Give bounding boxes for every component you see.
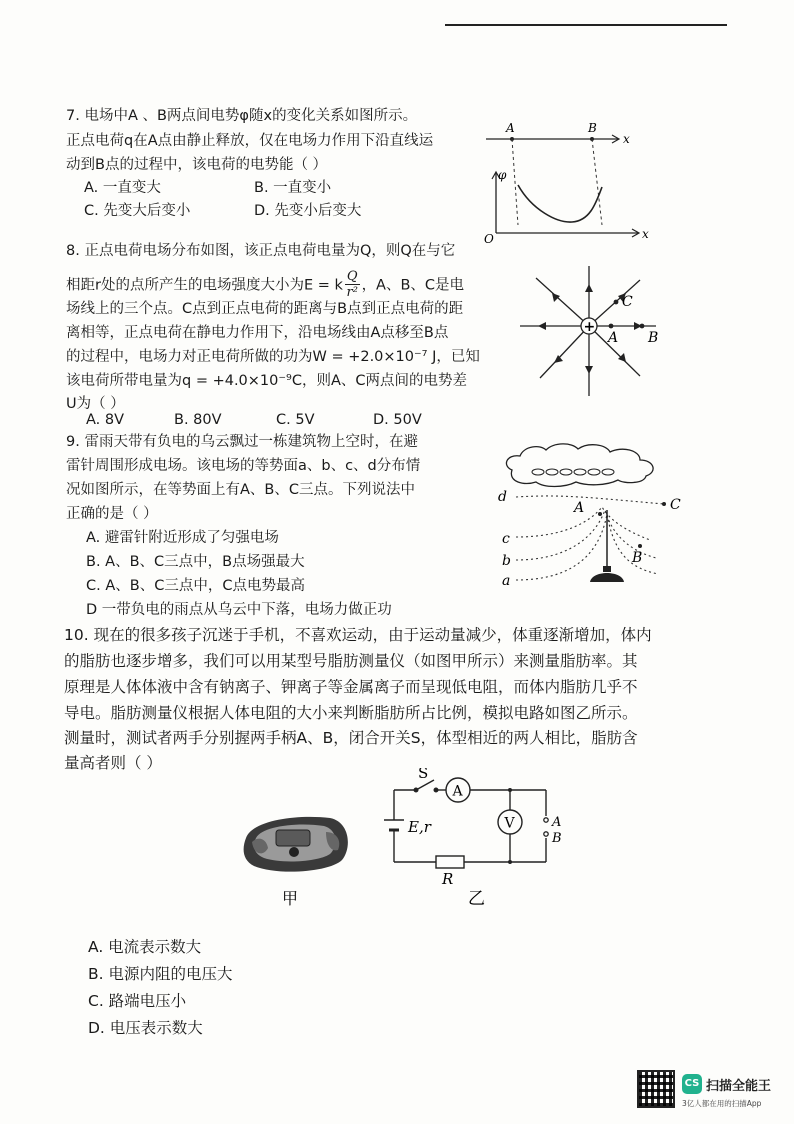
q7-option-c[interactable]: C. 先变大后变小 xyxy=(84,203,191,219)
q8-option-d[interactable]: D. 50V xyxy=(373,412,422,428)
q9-fig-label-b-point: B xyxy=(632,550,643,566)
q8-line2-tail: ，A、B、C是电 xyxy=(361,277,465,294)
q9-fig-label-d: d xyxy=(498,489,507,505)
q10-line3: 原理是人体体液中含有钠离子、钾离子等金属离子而呈现低电阻，而体内脂肪几乎不 xyxy=(64,678,638,696)
q10-label-s: S xyxy=(418,768,429,782)
q8-formula-text: 相距r处的点所产生的电场强度大小为E = k xyxy=(66,277,343,294)
q9-option-c[interactable]: C. A、B、C三点中，C点电势最高 xyxy=(86,578,305,594)
q8-fig-plus: + xyxy=(583,319,596,335)
q9-option-b[interactable]: B. A、B、C三点中，B点场强最大 xyxy=(86,554,305,570)
q7-fig-label-phi: φ xyxy=(498,168,507,182)
q10-line4: 导电。脂肪测量仪根据人体电阻的大小来判断脂肪所占比例，模拟电路如图乙所示。 xyxy=(64,704,638,722)
q10-label-handle-b: B xyxy=(552,831,562,846)
q8-line1: 8. 正点电荷电场分布如图，该正点电荷电量为Q，则Q在与它 xyxy=(66,243,456,259)
q9-fig-label-a-line: a xyxy=(502,573,511,589)
q7-fig-label-x2: x xyxy=(642,227,649,241)
q8-option-c[interactable]: C. 5V xyxy=(276,412,315,428)
q7-fig-label-b: B xyxy=(588,121,597,135)
q8-fraction-num: Q xyxy=(346,269,358,284)
q8-fig-label-a: A xyxy=(608,330,619,346)
q10-option-c[interactable]: C. 路端电压小 xyxy=(88,992,187,1010)
header-rule xyxy=(445,24,727,26)
camscanner-logo: CS xyxy=(682,1074,702,1094)
q8-line7: U为（ ） xyxy=(66,396,125,412)
q8-line4: 离相等，正点电荷在静电力作用下，沿电场线由A点移至B点 xyxy=(66,325,449,341)
q8-fig-label-c: C xyxy=(622,294,633,310)
q10-option-a[interactable]: A. 电流表示数大 xyxy=(88,938,202,956)
q9-building-dome xyxy=(590,573,624,582)
q7-fig-label-x1: x xyxy=(623,132,630,146)
q10-line1: 10. 现在的很多孩子沉迷于手机，不喜欢运动，由于运动量减少，体重逐渐增加，体内 xyxy=(64,626,652,644)
q9-line3: 况如图所示，在等势面上有A、B、C三点。下列说法中 xyxy=(66,482,415,498)
q9-option-d[interactable]: D 一带负电的雨点从乌云中下落，电场力做正功 xyxy=(86,602,392,618)
q9-line1: 9. 雷雨天带有负电的乌云飘过一栋建筑物上空时，在避 xyxy=(66,434,418,450)
q9-cloud xyxy=(506,444,653,487)
q10-option-d[interactable]: D. 电压表示数大 xyxy=(88,1019,203,1037)
q8-line5: 的过程中，电场力对正电荷所做的功为W = +2.0×10⁻⁷ J，已知 xyxy=(66,349,480,365)
q9-line4: 正确的是（ ） xyxy=(66,506,158,522)
q10-line2: 的脂肪也逐步增多，我们可以用某型号脂肪测量仪（如图甲所示）来测量脂肪率。其 xyxy=(64,652,638,670)
q8-line3: 场线上的三个点。C点到正点电荷的距离与B点到正点电荷的距 xyxy=(66,301,464,317)
q7-option-d[interactable]: D. 先变小后变大 xyxy=(254,203,362,219)
q9-option-a[interactable]: A. 避雷针附近形成了匀强电场 xyxy=(86,530,279,546)
q10-label-voltmeter: V xyxy=(504,815,515,832)
q9-fig-label-a-point: A xyxy=(574,500,585,516)
q7-line3: 动到B点的过程中，该电荷的电势能（ ） xyxy=(66,157,328,173)
q10-device-illustration xyxy=(238,808,358,908)
q10-label-er: E,r xyxy=(408,818,431,836)
q8-figure xyxy=(516,262,666,402)
q10-label-handle-a: A xyxy=(552,815,562,830)
camscanner-tagline: 3亿人都在用的扫描App xyxy=(682,1099,762,1108)
q9-fig-label-c-point: C xyxy=(670,497,681,513)
q7-option-b[interactable]: B. 一直变小 xyxy=(254,180,332,196)
q8-fraction xyxy=(345,269,360,300)
camscanner-brand: 扫描全能王 xyxy=(706,1079,772,1094)
q9-fig-label-b-line: b xyxy=(502,553,511,569)
q7-fig-label-a: A xyxy=(506,121,515,135)
q9-fig-label-c-line: c xyxy=(502,531,510,547)
q8-option-a[interactable]: A. 8V xyxy=(86,412,125,428)
q10-label-jia: 甲 xyxy=(282,889,299,908)
q9-figure xyxy=(494,442,694,592)
q8-fraction-den: r² xyxy=(346,285,358,300)
q7-line2: 正点电荷q在A点由静止释放，仅在电场力作用下沿直线运 xyxy=(66,133,434,149)
q7-figure xyxy=(482,115,652,245)
q10-label-ammeter: A xyxy=(452,783,463,800)
q10-label-r: R xyxy=(442,870,454,888)
q7-potential-curve xyxy=(518,185,602,222)
q10-option-b[interactable]: B. 电源内阻的电压大 xyxy=(88,965,233,983)
q10-line6: 量高者则（ ） xyxy=(64,754,162,772)
q8-line6: 该电荷所带电量为q = +4.0×10⁻⁹C，则A、C两点间的电势差 xyxy=(66,373,468,389)
q8-option-b[interactable]: B. 80V xyxy=(174,412,222,428)
q10-circuit-diagram xyxy=(380,768,580,908)
q7-fig-label-o: O xyxy=(484,232,494,245)
q10-line5: 测量时，测试者两手分别握两手柄A、B，闭合开关S，体型相近的两人相比，脂肪含 xyxy=(64,729,638,747)
q8-fig-label-b: B xyxy=(648,330,659,346)
q9-line2: 雷针周围形成电场。该电场的等势面a、b、c、d分布情 xyxy=(66,458,421,474)
q7-line1: 7. 电场中A 、B两点间电势φ随x的变化关系如图所示。 xyxy=(66,108,418,124)
q10-label-yi: 乙 xyxy=(468,889,485,908)
q7-option-a[interactable]: A. 一直变大 xyxy=(84,180,161,196)
qr-code xyxy=(637,1070,675,1108)
